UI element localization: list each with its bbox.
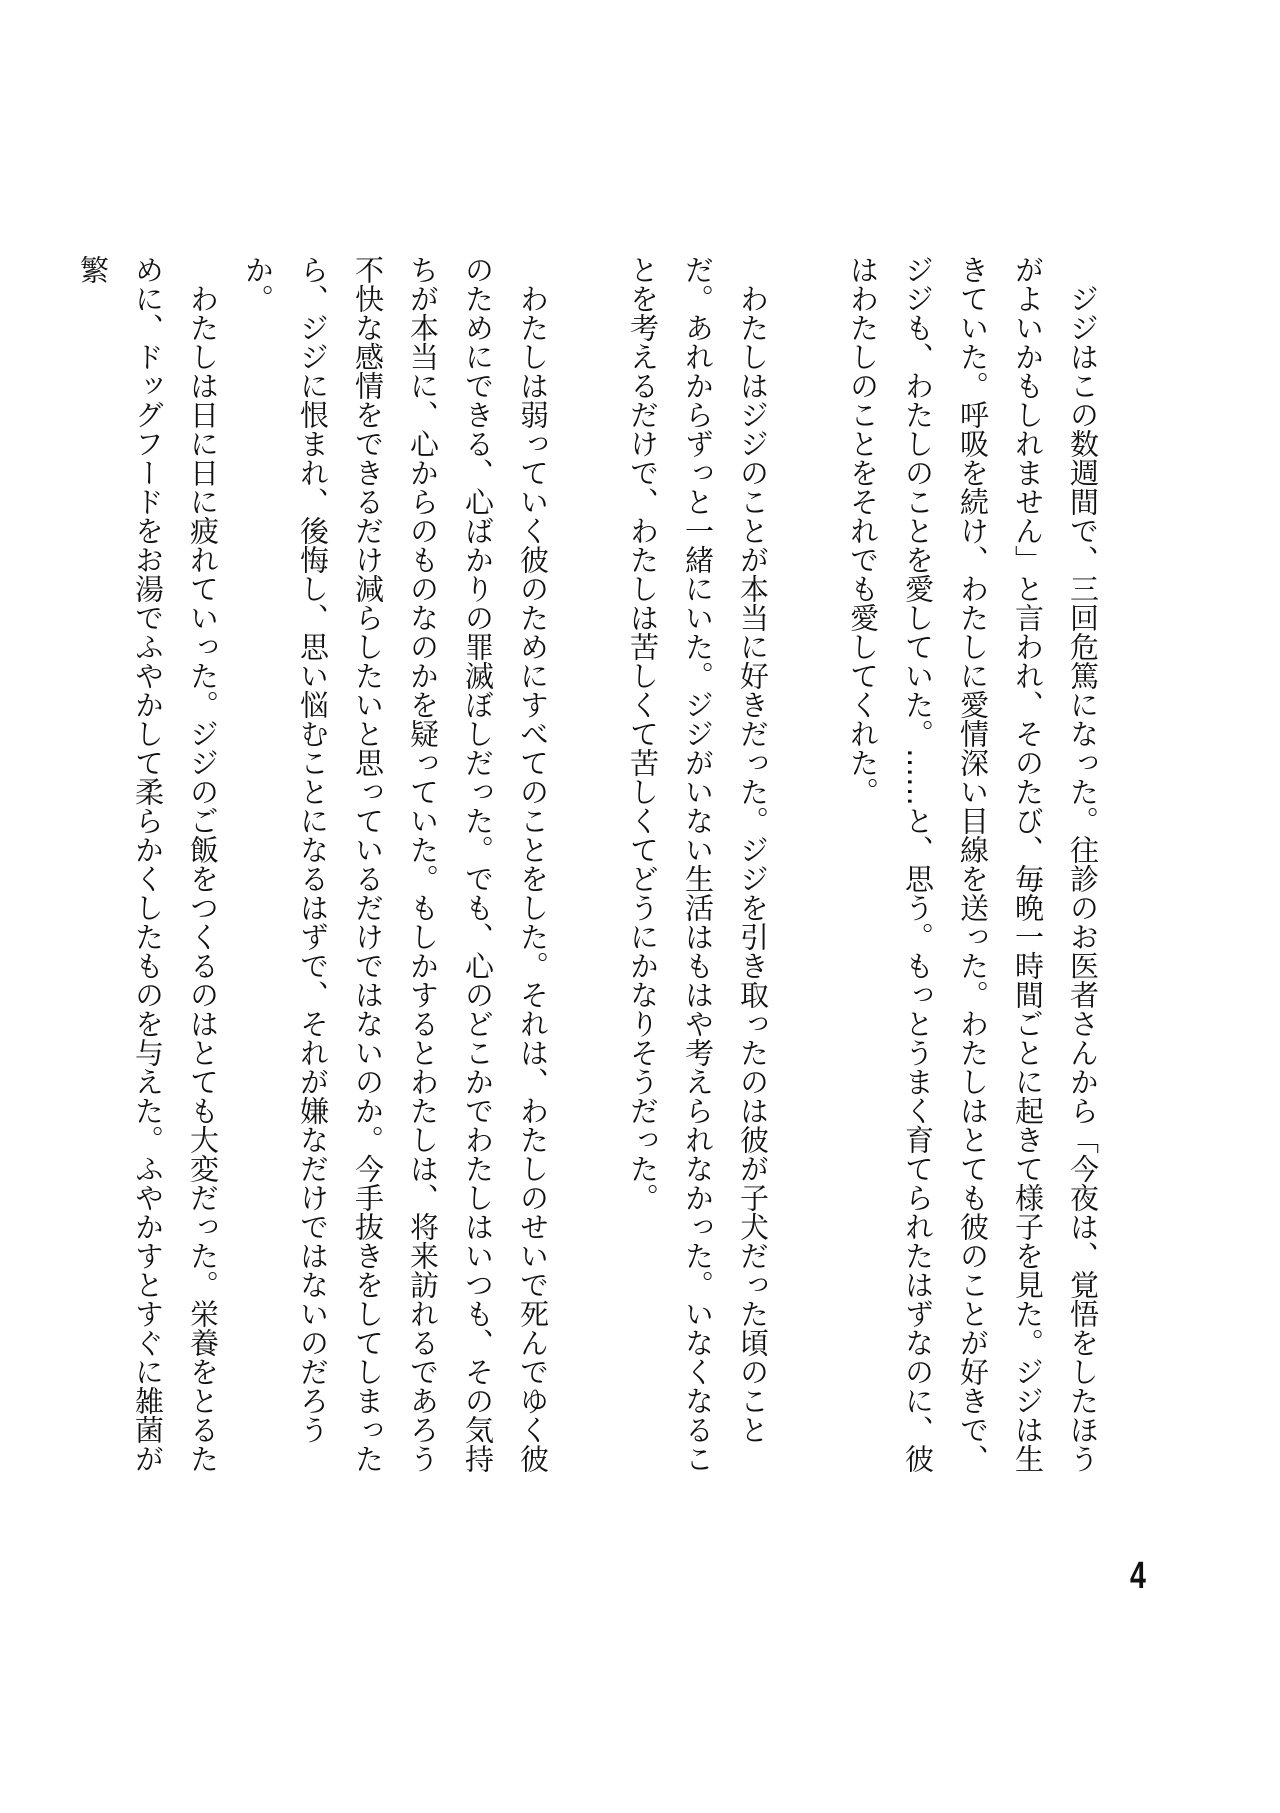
body-text <box>76 255 1110 1485</box>
paragraph-gap <box>560 255 615 1485</box>
paragraph-gap <box>780 255 835 1485</box>
page-number: 4 <box>1130 1555 1146 1597</box>
paragraph-3: わたしは弱っていく彼のためにすべてのことをした。それは、わたしのせいで死んでゆく彼のためにできる、心ばかりの罪滅ぼしだった。でも、心のどこかでわたしはいつも、その気持ちが本当に、心からのものなのかを疑っていた。もしかするとわたしは、将来訪れるであろう不快な感情をできるだけ減らしたいと思っているだけではないのか。今手抜きをしてしまったら、ジジに恨まれ、後悔し、思い悩むことになるはずで、それが嫌なだけではないのだろうか。 <box>241 255 550 1473</box>
paragraph-1: ジジはこの数週間で、三回危篤になった。往診のお医者さんから「今夜は、覚悟をしたほうがよいかもしれません」と言われ、そのたび、毎晩一時間ごとに起きて様子を見た。ジジは生きていた。呼吸を続け、わたしに愛情深い目線を送った。わたしはとても彼のことが好きで、ジジも、わたしのことを愛していた。……と、思う。もっとうまく育てられたはずなのに、彼はわたしのことをそれでも愛してくれた。 <box>846 255 1100 1473</box>
paragraph-2: わたしはジジのことが本当に好きだった。ジジを引き取ったのは彼が子犬だった頃のことだ。あれからずっと一緒にいた。ジジがいない生活はもはや考えられなかった。いなくなることを考えるだけで、わたしは苦しくて苦しくてどうにかなりそうだった。 <box>626 255 770 1473</box>
paragraph-4: わたしは日に日に疲れていった。ジジのご飯をつくるのはとても大変だった。栄養をとるために、ドッグフードをお湯でふやかして柔らかくしたものを与えた。ふやかすとすぐに雑菌が繁 <box>76 255 220 1473</box>
